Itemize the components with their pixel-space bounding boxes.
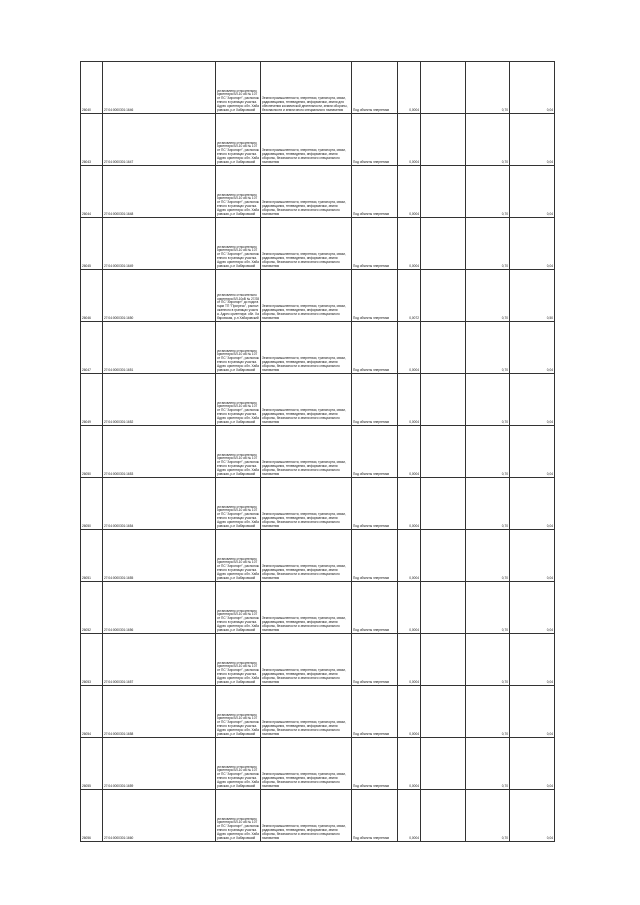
cadastral-number-cell: 27:04:0000301:1646	[103, 62, 216, 114]
cadastral-number-cell: 27:04:0000301:1647	[103, 114, 216, 166]
area-cell: 0,0004	[398, 114, 421, 166]
area-cell: 0,0004	[398, 166, 421, 218]
land-category-cell: Земли промышленности, энергетики, транспорта, связи, радиовещания, телевидения, информатики, земли обороны, безопасности и земли иного специального назначения	[261, 218, 352, 270]
sum-cell: 0,04	[510, 582, 555, 634]
land-category-cell: Земли промышленности, энергетики, транспорта, связи, радиовещания, телевидения, информатики, земли обороны, безопасности и земли иного специального назначения	[261, 634, 352, 686]
land-category-cell: Земли промышленности, энергетики, транспорта, связи, радиовещания, телевидения, информатики, земли обороны, безопасности и земли иного специального назначения	[261, 738, 352, 790]
land-category-cell: Земли промышленности, энергетики, транспорта, связи, радиовещания, телевидения, информатики, земли для обеспечения космической деятельности, земли обороны, безопасности и земли иного специального назначения	[261, 62, 352, 114]
rate-cell: 0,70	[466, 270, 510, 322]
empty-cell	[421, 374, 466, 426]
location-description-cell: установлено относительно ориентира ВЛ-10 кВ № 107 от ПС "Аэропорт", расположенного в границах участка. Адрес ориентира: обл. Хабаровская, р-н Хабаровский	[216, 790, 261, 842]
sum-cell: 0,04	[510, 738, 555, 790]
area-cell: 0,0004	[398, 582, 421, 634]
table-row	[81, 686, 555, 738]
cadastral-number-cell: 27:04:0000301:1660	[103, 790, 216, 842]
sum-cell: 0,04	[510, 62, 555, 114]
location-description-cell: установлено относительно ориентира ВЛ-10 кВ № 107 от ПС "Аэропорт", расположенного в границах участка. Адрес ориентира: обл. Хабаровская, р-н Хабаровский	[216, 634, 261, 686]
table-row	[81, 270, 555, 322]
table-row	[81, 218, 555, 270]
cadastral-number-cell: 27:04:0000301:1650	[103, 270, 216, 322]
cadastral-number-cell: 27:04:0000301:1652	[103, 374, 216, 426]
empty-cell	[421, 166, 466, 218]
land-category-cell: Земли промышленности, энергетики, транспорта, связи, радиовещания, телевидения, информатики, земли обороны, безопасности и земли иного специального назначения	[261, 582, 352, 634]
table-row	[81, 374, 555, 426]
sum-cell: 0,04	[510, 374, 555, 426]
location-description-cell: установлено относительно ориентира ВЛ-10кВ № 27/28 от ПС "Аэропорт" до подстанции ТП "Прогресс", расположенного в границах участка. Адрес ориентира: обл. Хабаровская, р-н Хабаровский	[216, 270, 261, 322]
sum-cell: 0,04	[510, 790, 555, 842]
land-category-cell: Земли промышленности, энергетики, транспорта, связи, радиовещания, телевидения, информатики, земли обороны, безопасности и земли иного специального назначения	[261, 426, 352, 478]
location-description-cell: установлено относительно ориентира ВЛ-10 кВ № 107 от ПС "Аэропорт", расположенного в границах участка. Адрес ориентира: обл. Хабаровская, р-н Хабаровский	[216, 686, 261, 738]
rate-cell: 0,70	[466, 322, 510, 374]
rate-cell: 0,70	[466, 582, 510, 634]
location-description-cell: установлено относительно ориентира ВЛ-10 кВ № 107 от ПС "Аэропорт", расположенного в границах участка. Адрес ориентира: обл. Хабаровская, р-н Хабаровский	[216, 478, 261, 530]
permitted-use-cell: Под объекты энергетики	[352, 582, 398, 634]
table-row	[81, 582, 555, 634]
table-row	[81, 738, 555, 790]
empty-cell	[421, 218, 466, 270]
cadastral-number-cell: 27:04:0000301:1648	[103, 166, 216, 218]
location-description-cell: установлено относительно ориентира ВЛ-10 кВ № 107 от ПС "Аэропорт", расположенного в границах участка. Адрес ориентира: обл. Хабаровская, р-н Хабаровский	[216, 738, 261, 790]
cadastral-number-cell: 27:04:0000301:1654	[103, 478, 216, 530]
permitted-use-cell: Под объекты энергетики	[352, 114, 398, 166]
record-id-cell: 26056	[81, 790, 103, 842]
cadastral-number-cell: 27:04:0000301:1659	[103, 738, 216, 790]
table-row	[81, 478, 555, 530]
record-id-cell: 26055	[81, 738, 103, 790]
location-description-cell: установлено относительно ориентира ВЛ-10 кВ № 107 от ПС "Аэропорт", расположенного в границах участка. Адрес ориентира: обл. Хабаровская, р-н Хабаровский	[216, 114, 261, 166]
empty-cell	[421, 738, 466, 790]
permitted-use-cell: Под объекты энергетики	[352, 166, 398, 218]
record-id-cell: 26050	[81, 478, 103, 530]
table-row	[81, 166, 555, 218]
area-cell: 0,0004	[398, 634, 421, 686]
empty-cell	[421, 686, 466, 738]
permitted-use-cell: Под объекты энергетики	[352, 322, 398, 374]
area-cell: 0,0004	[398, 530, 421, 582]
permitted-use-cell: Под объекты энергетики	[352, 426, 398, 478]
table-row	[81, 62, 555, 114]
record-id-cell: 26040	[81, 62, 103, 114]
record-id-cell: 26050	[81, 426, 103, 478]
rate-cell: 0,70	[466, 790, 510, 842]
sum-cell: 0,04	[510, 530, 555, 582]
cadastral-number-cell: 27:04:0000301:1651	[103, 322, 216, 374]
table-body	[81, 62, 555, 842]
permitted-use-cell: Под объекты энергетики	[352, 62, 398, 114]
cadastral-number-cell: 27:04:0000301:1653	[103, 426, 216, 478]
permitted-use-cell: Под объекты энергетики	[352, 270, 398, 322]
land-category-cell: Земли промышленности, энергетики, транспорта, связи, радиовещания, телевидения, информатики, земли обороны, безопасности и земли иного специального назначения	[261, 114, 352, 166]
location-description-cell: установлено относительно ориентира ВЛ-10 кВ № 107 от ПС "Аэропорт", расположенного в границах участка. Адрес ориентира: обл. Хабаровская, р-н Хабаровский	[216, 426, 261, 478]
record-id-cell: 26054	[81, 686, 103, 738]
sum-cell: 0,04	[510, 634, 555, 686]
cadastral-number-cell: 27:04:0000301:1657	[103, 634, 216, 686]
rate-cell: 0,70	[466, 634, 510, 686]
record-id-cell: 26049	[81, 374, 103, 426]
location-description-cell: установлено относительно ориентира ВЛ-10 кВ № 107 от ПС "Аэропорт", расположенного в границах участка. Адрес ориентира: обл. Хабаровская, р-н Хабаровский	[216, 530, 261, 582]
permitted-use-cell: Под объекты энергетики	[352, 686, 398, 738]
land-category-cell: Земли промышленности, энергетики, транспорта, связи, радиовещания, телевидения, информатики, земли обороны, безопасности и земли иного специального назначения	[261, 374, 352, 426]
record-id-cell: 26053	[81, 634, 103, 686]
area-cell: 0,0004	[398, 322, 421, 374]
permitted-use-cell: Под объекты энергетики	[352, 530, 398, 582]
record-id-cell: 26044	[81, 166, 103, 218]
rate-cell: 0,70	[466, 62, 510, 114]
table-row	[81, 114, 555, 166]
rate-cell: 0,70	[466, 166, 510, 218]
sum-cell: 0,04	[510, 686, 555, 738]
location-description-cell: установлено относительно ориентира ВЛ-10 кВ № 107 от ПС "Аэропорт", расположенного в границах участка. Адрес ориентира: обл. Хабаровская, р-н Хабаровский	[216, 218, 261, 270]
empty-cell	[421, 270, 466, 322]
permitted-use-cell: Под объекты энергетики	[352, 374, 398, 426]
land-category-cell: Земли промышленности, энергетики, транспорта, связи, радиовещания, телевидения, информатики, земли обороны, безопасности и земли иного специального назначения	[261, 478, 352, 530]
area-cell: 0,0004	[398, 790, 421, 842]
cadastral-number-cell: 27:04:0000301:1655	[103, 530, 216, 582]
rate-cell: 0,70	[466, 114, 510, 166]
area-cell: 0,0004	[398, 478, 421, 530]
record-id-cell: 26047	[81, 322, 103, 374]
land-category-cell: Земли промышленности, энергетики, транспорта, связи, радиовещания, телевидения, информатики, земли обороны, безопасности и земли иного специального назначения	[261, 686, 352, 738]
rate-cell: 0,70	[466, 686, 510, 738]
permitted-use-cell: Под объекты энергетики	[352, 218, 398, 270]
area-cell: 0,0004	[398, 686, 421, 738]
area-cell: 0,0004	[398, 62, 421, 114]
empty-cell	[421, 114, 466, 166]
empty-cell	[421, 530, 466, 582]
cadastral-number-cell: 27:04:0000301:1656	[103, 582, 216, 634]
location-description-cell: установлено относительно ориентира ВЛ-10 кВ № 107 от ПС "Аэропорт", расположенного в границах участка. Адрес ориентира: обл. Хабаровская, р-н Хабаровский	[216, 166, 261, 218]
sum-cell: 0,04	[510, 218, 555, 270]
location-description-cell: установлено относительно ориентира ВЛ-10 кВ № 107 от ПС "Аэропорт", расположенного в границах участка. Адрес ориентира: обл. Хабаровская, р-н Хабаровский	[216, 374, 261, 426]
permitted-use-cell: Под объекты энергетики	[352, 634, 398, 686]
land-register-table	[80, 61, 555, 842]
location-description-cell: установлено относительно ориентира ВЛ-10 кВ № 107 от ПС "Аэропорт", расположенного в границах участка. Адрес ориентира: обл. Хабаровская, р-н Хабаровский	[216, 62, 261, 114]
empty-cell	[421, 634, 466, 686]
land-category-cell: Земли промышленности, энергетики, транспорта, связи, радиовещания, телевидения, информатики, земли обороны, безопасности и земли иного специального назначения	[261, 270, 352, 322]
cadastral-number-cell: 27:04:0000301:1658	[103, 686, 216, 738]
record-id-cell: 26051	[81, 530, 103, 582]
table-row	[81, 426, 555, 478]
table-row	[81, 530, 555, 582]
land-category-cell: Земли промышленности, энергетики, транспорта, связи, радиовещания, телевидения, информатики, земли обороны, безопасности и земли иного специального назначения	[261, 166, 352, 218]
sum-cell: 0,04	[510, 322, 555, 374]
sum-cell: 0,50	[510, 270, 555, 322]
table-row	[81, 634, 555, 686]
permitted-use-cell: Под объекты энергетики	[352, 478, 398, 530]
sum-cell: 0,04	[510, 426, 555, 478]
rate-cell: 0,70	[466, 426, 510, 478]
empty-cell	[421, 790, 466, 842]
permitted-use-cell: Под объекты энергетики	[352, 738, 398, 790]
area-cell: 0,0004	[398, 218, 421, 270]
record-id-cell: 26043	[81, 114, 103, 166]
table-row	[81, 322, 555, 374]
land-category-cell: Земли промышленности, энергетики, транспорта, связи, радиовещания, телевидения, информатики, земли обороны, безопасности и земли иного специального назначения	[261, 322, 352, 374]
location-description-cell: установлено относительно ориентира ВЛ-10 кВ № 107 от ПС "Аэропорт", расположенного в границах участка. Адрес ориентира: обл. Хабаровская, р-н Хабаровский	[216, 582, 261, 634]
cadastral-number-cell: 27:04:0000301:1649	[103, 218, 216, 270]
empty-cell	[421, 478, 466, 530]
rate-cell: 0,70	[466, 738, 510, 790]
empty-cell	[421, 582, 466, 634]
area-cell: 0,0004	[398, 738, 421, 790]
land-category-cell: Земли промышленности, энергетики, транспорта, связи, радиовещания, телевидения, информатики, земли обороны, безопасности и земли иного специального назначения	[261, 790, 352, 842]
location-description-cell: установлено относительно ориентира ВЛ-10 кВ № 107 от ПС "Аэропорт", расположенного в границах участка. Адрес ориентира: обл. Хабаровская, р-н Хабаровский	[216, 322, 261, 374]
empty-cell	[421, 322, 466, 374]
land-category-cell: Земли промышленности, энергетики, транспорта, связи, радиовещания, телевидения, информатики, земли обороны, безопасности и земли иного специального назначения	[261, 530, 352, 582]
table-row	[81, 790, 555, 842]
rate-cell: 0,70	[466, 218, 510, 270]
sum-cell: 0,04	[510, 114, 555, 166]
empty-cell	[421, 62, 466, 114]
area-cell: 0,0004	[398, 426, 421, 478]
permitted-use-cell: Под объекты энергетики	[352, 790, 398, 842]
sum-cell: 0,04	[510, 166, 555, 218]
sum-cell: 0,04	[510, 478, 555, 530]
empty-cell	[421, 426, 466, 478]
record-id-cell: 26046	[81, 270, 103, 322]
area-cell: 0,0004	[398, 374, 421, 426]
record-id-cell: 26045	[81, 218, 103, 270]
record-id-cell: 26052	[81, 582, 103, 634]
rate-cell: 0,70	[466, 478, 510, 530]
rate-cell: 0,70	[466, 374, 510, 426]
area-cell: 0,0072	[398, 270, 421, 322]
rate-cell: 0,70	[466, 530, 510, 582]
